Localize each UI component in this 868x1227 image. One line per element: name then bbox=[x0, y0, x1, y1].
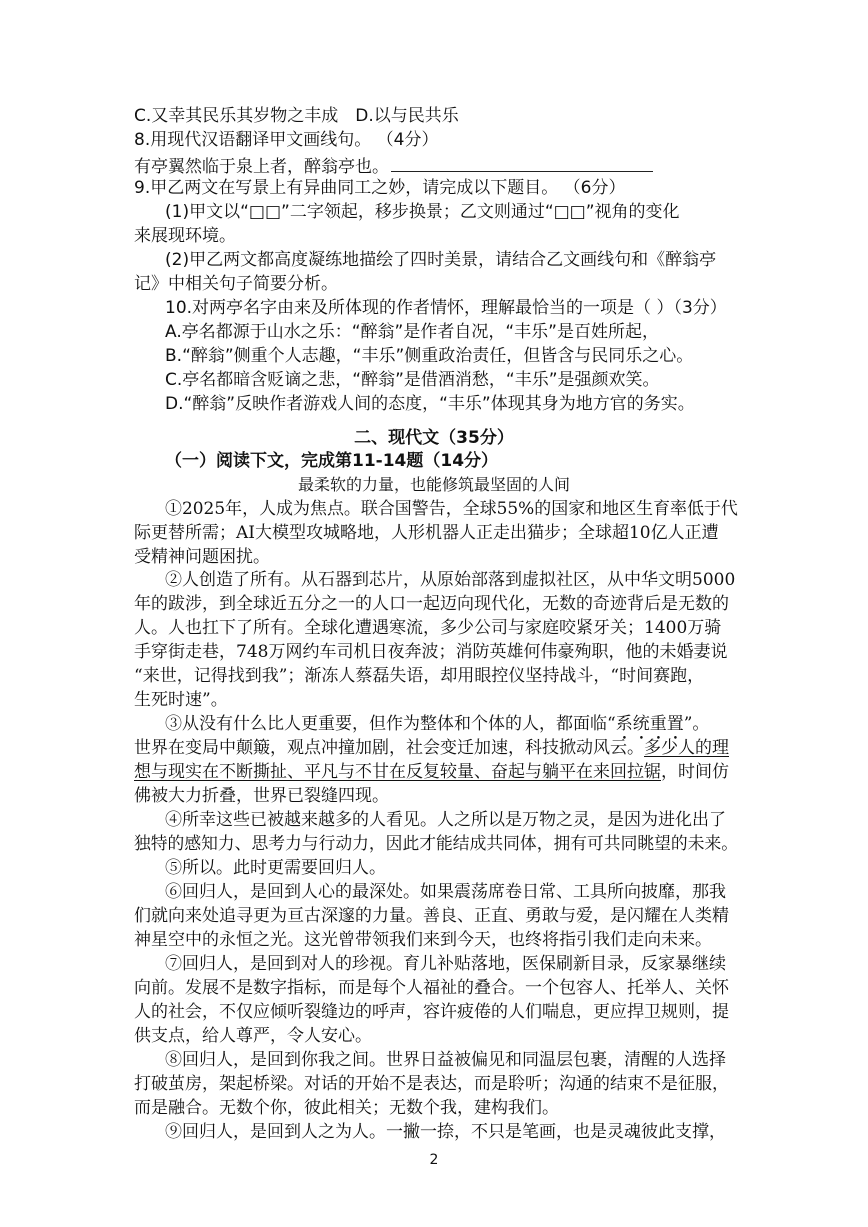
emphasized-phrase: 系统重置 bbox=[615, 714, 684, 734]
q10-option-b: B.“醉翁”侧重个人志趣，“丰乐”侧重政治责任，但皆含与民同乐之心。 bbox=[165, 346, 694, 366]
para9-line1: ⑨回归人，是回到人之为人。一撇一捺，不只是笔画，也是灵魂彼此支撑， bbox=[165, 1122, 726, 1142]
para1-line1: ①2025年，人成为焦点。联合国警告，全球55%的国家和地区生育率低于代 bbox=[165, 499, 738, 519]
para8-line3: 而是融合。无数个你，彼此相关；无数个我，建构我们。 bbox=[134, 1098, 559, 1118]
para1-line3: 受精神问题困扰。 bbox=[134, 547, 270, 567]
q9-sub1-line2: 来展现环境。 bbox=[134, 226, 236, 246]
para4-line1: ④所幸这些已被越来越多的人看见。人之所以是万物之灵，是因为进化出了 bbox=[165, 810, 726, 830]
q10-option-a: A.亭名都源于山水之乐：“醉翁”是作者自况，“丰乐”是百姓所起， bbox=[165, 322, 659, 342]
q8-prompt: 8.用现代汉语翻译甲文画线句。 （4分） bbox=[134, 130, 439, 150]
q8-sentence-text: 有亭翼然临于泉上者，醉翁亭也。 bbox=[134, 157, 389, 177]
para6-line3: 神星空中的永恒之光。这光曾带领我们来到今天，也终将指引我们走向未来。 bbox=[134, 930, 712, 950]
q9-sub2-line2: 记》中相关句子简要分析。 bbox=[134, 274, 338, 294]
underlined-sentence: 多少人的理 bbox=[644, 738, 729, 758]
para2-line4: 手穿街走巷，748万网约车司机日夜奔波；消防英雄何伟豪殉职，他的未婚妻说 bbox=[134, 642, 728, 662]
para3-line3 bbox=[134, 760, 729, 784]
page-number: 2 bbox=[429, 1152, 439, 1168]
para3-text-end: ”。 bbox=[683, 714, 710, 734]
q7-option-line: C.又幸其民乐其岁物之丰成 D.以与民共乐 bbox=[134, 106, 459, 126]
q9-prompt: 9.甲乙两文在写景上有异曲同工之妙，请完成以下题目。 （6分） bbox=[134, 178, 626, 198]
para2-line2: 年的跋涉，到全球近五分之一的人口一起迈向现代化，无数的奇迹背后是无数的 bbox=[134, 594, 729, 614]
para8-line2: 打破茧房，架起桥梁。对话的开始不是表达，而是聆听；沟通的结束不是征服， bbox=[134, 1074, 729, 1094]
para7-line4: 供支点，给人尊严，令人安心。 bbox=[134, 1026, 372, 1046]
para7-line2: 向前。发展不是数字指标，而是每个人福祉的叠合。一个包容人、托举人、关怀 bbox=[134, 978, 729, 998]
q10-option-d: D.“醉翁”反映作者游戏人间的态度，“丰乐”体现其身为地方官的务实。 bbox=[165, 394, 695, 414]
para3-text: 世界在变局中颠簸，观点冲撞加剧，社会变迁加速，科技掀动风云。 bbox=[134, 738, 644, 758]
para7-line1: ⑦回归人，是回到对人的珍视。育儿补贴落地，医保刷新目录，反家暴继续 bbox=[165, 954, 726, 974]
para2-line3: 人。人也扛下了所有。全球化遭遇寒流，多少公司与家庭咬紧牙关；1400万骑 bbox=[134, 618, 722, 638]
q9-sub1-line1: (1)甲文以“□□”二字领起，移步换景；乙文则通过“□□”视角的变化 bbox=[165, 202, 680, 222]
para6-line1: ⑥回归人，是回到人心的最深处。如果震荡席卷日常、工具所向披靡，那我 bbox=[165, 882, 726, 902]
para7-line3: 人的社会，不仅应倾听裂缝边的呼声，容许疲倦的人们喘息，更应捍卫规则，提 bbox=[134, 1002, 729, 1022]
section-title: 二、现代文（35分） bbox=[354, 428, 514, 448]
q9-sub2-line1: (2)甲乙两文都高度凝练地描绘了四时美景，请结合乙文画线句和《醉翁亭 bbox=[165, 250, 717, 270]
para2-line6: 生死时速”。 bbox=[134, 690, 228, 710]
para3-line4: 佛被大力折叠，世界已裂缝四现。 bbox=[134, 786, 389, 806]
q10-option-c: C.亭名都暗含贬谪之悲，“醉翁”是借酒消愁，“丰乐”是强颜欢笑。 bbox=[165, 370, 660, 390]
para8-line1: ⑧回归人，是回到你我之间。世界日益被偏见和同温层包裹，清醒的人选择 bbox=[165, 1050, 726, 1070]
para3-line2 bbox=[134, 736, 729, 760]
article-title: 最柔软的力量，也能修筑最坚固的人间 bbox=[297, 475, 570, 494]
para4-line2: 独特的感知力、思考力与行动力，因此才能结成共同体，拥有可共同眺望的未来。 bbox=[134, 834, 739, 854]
para3-text: ，时间仿 bbox=[661, 762, 729, 782]
para3-text: ③从没有什么比人更重要，但作为整体和个体的人，都面临“ bbox=[165, 714, 616, 734]
subsection-title: （一）阅读下文，完成第11-14题（14分） bbox=[165, 451, 499, 471]
para2-line1: ②人创造了所有。从石器到芯片，从原始部落到虚拟社区，从中华文明5000 bbox=[165, 570, 736, 590]
para2-line5: “来世，记得找到我”；渐冻人蔡磊失语，却用眼控仪坚持战斗，“时间赛跑， bbox=[134, 666, 705, 686]
underlined-sentence: 想与现实在不断撕扯、平凡与不甘在反复较量、奋起与躺平在来回拉锯 bbox=[134, 762, 661, 782]
q10-prompt: 10.对两亭名字由来及所体现的作者情怀，理解最恰当的一项是（ ）（3分） bbox=[165, 298, 727, 318]
para1-line2: 际更替所需；AI大模型攻城略地，人形机器人正走出猫步；全球超10亿人正遭 bbox=[134, 523, 719, 543]
para6-line2: 们就向来处追寻更为亘古深邃的力量。善良、正直、勇敢与爱，是闪耀在人类精 bbox=[134, 906, 729, 926]
answer-blank bbox=[391, 153, 653, 172]
para5-line1: ⑤所以。此时更需要回归人。 bbox=[165, 858, 386, 878]
